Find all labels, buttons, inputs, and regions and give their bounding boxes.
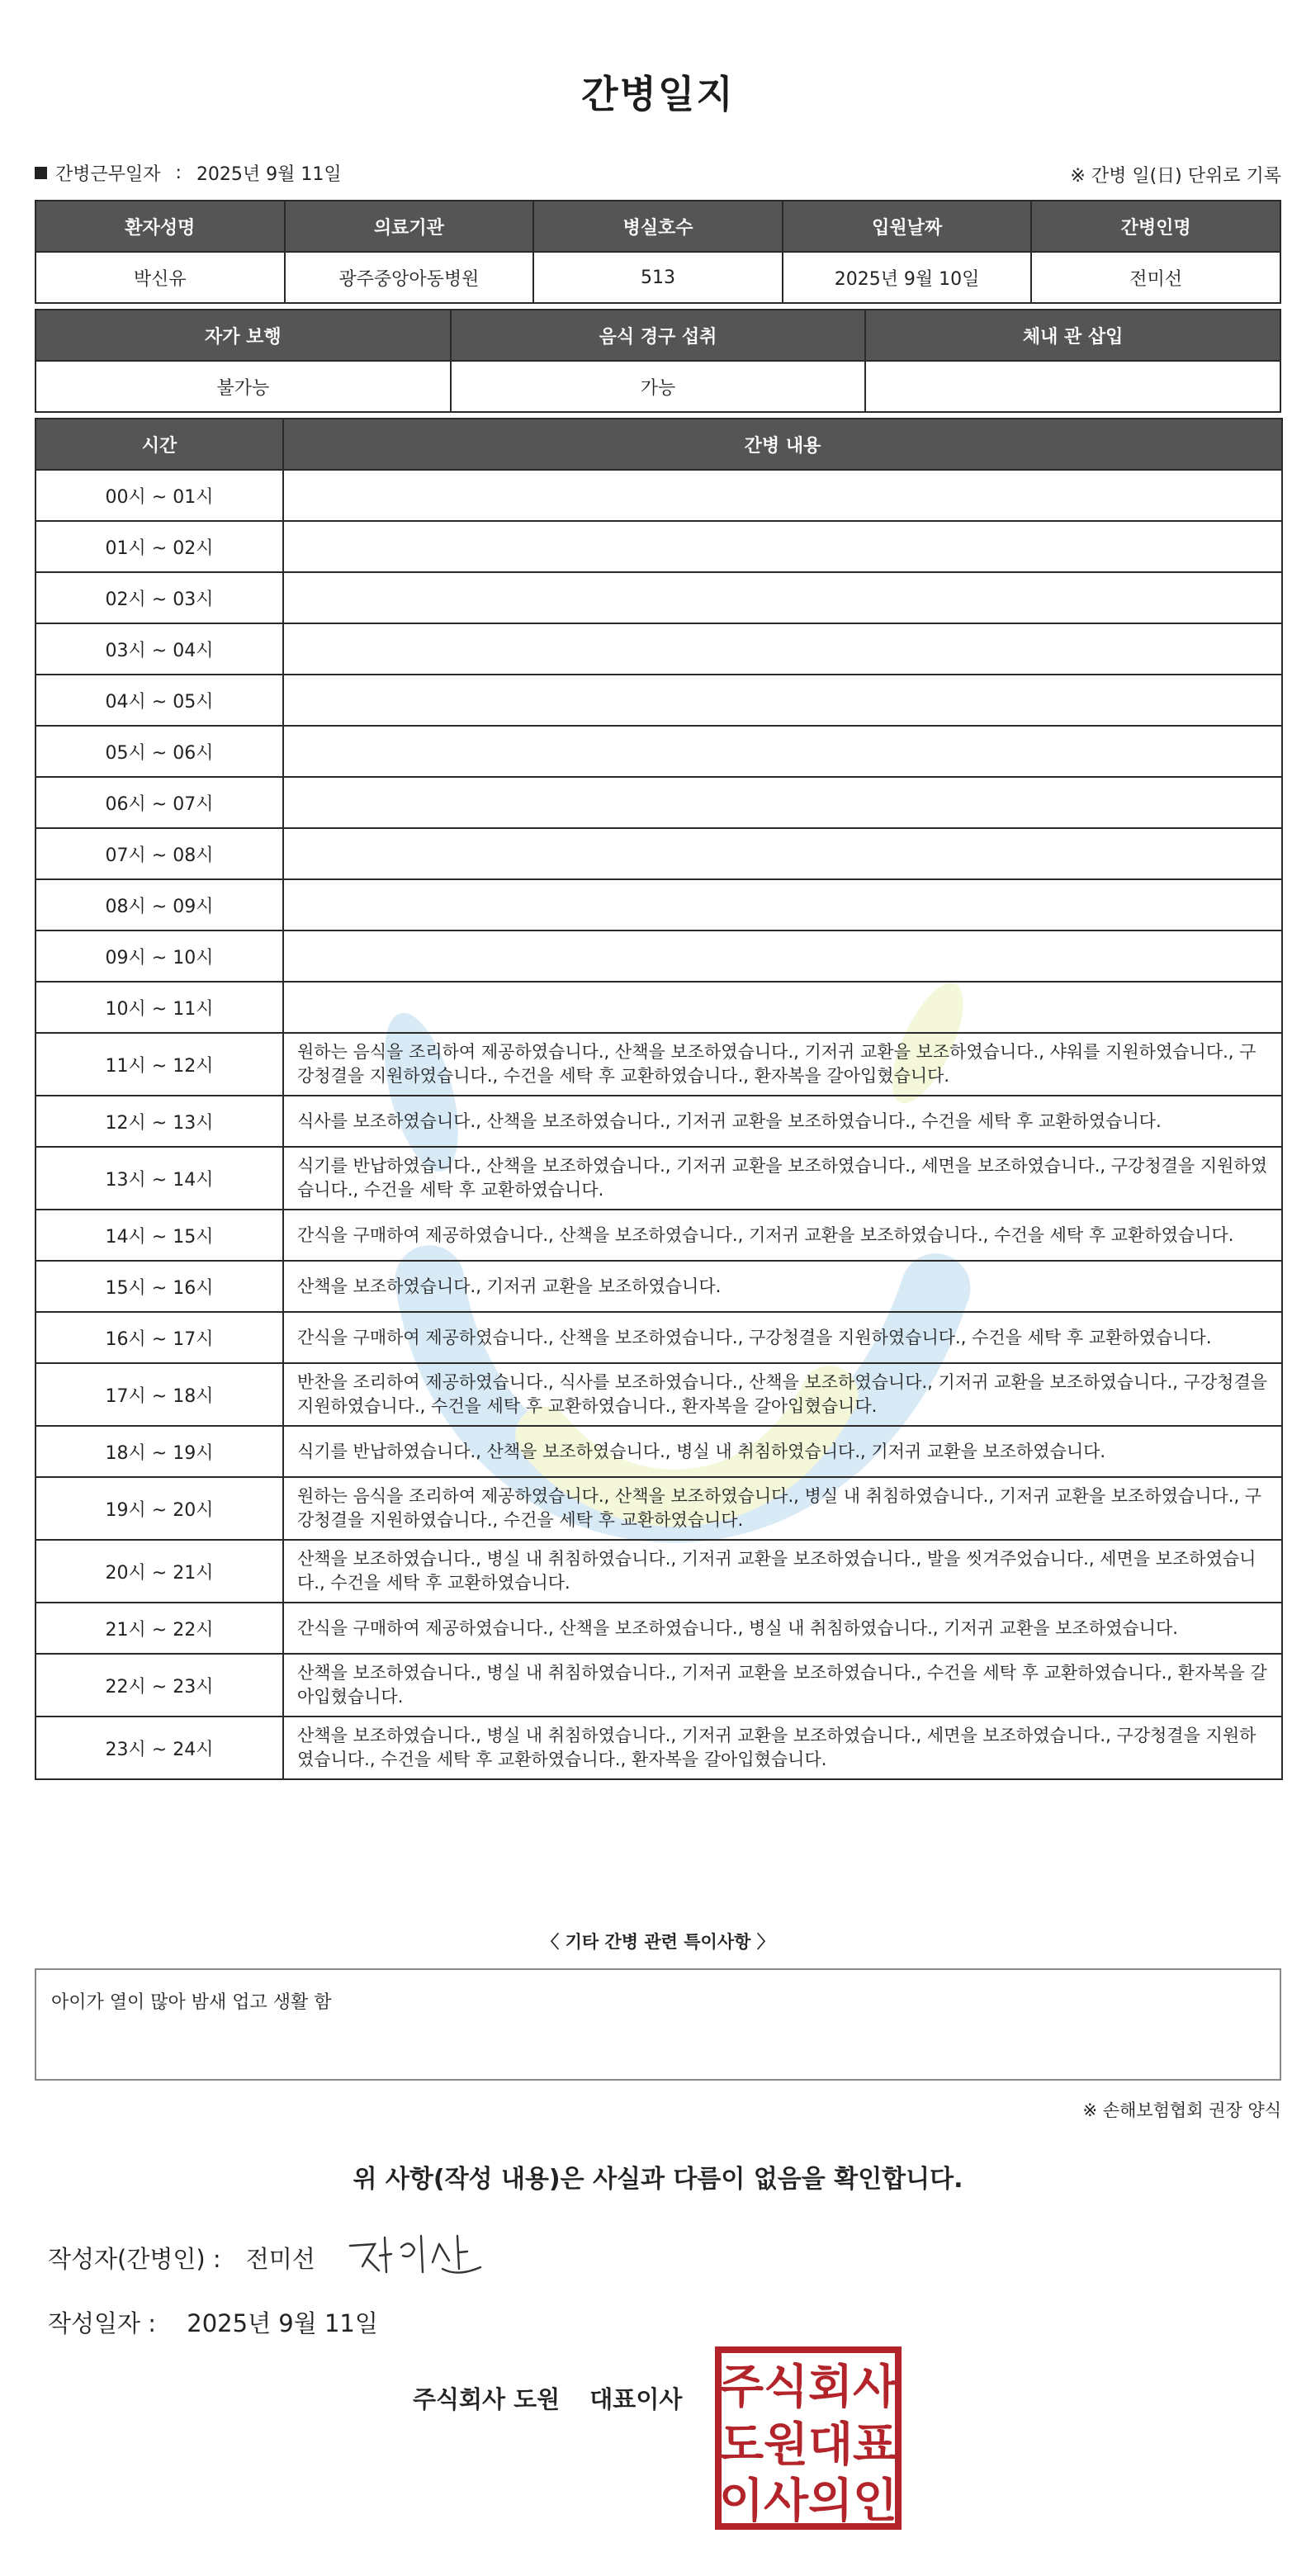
care-content-cell	[283, 777, 1282, 828]
time-cell: 06시 ~ 07시	[35, 777, 283, 828]
table-row	[35, 1363, 1282, 1426]
care-log-table	[35, 418, 1283, 1780]
header-time: 시간	[35, 419, 283, 470]
care-content-cell: 식사를 보조하였습니다., 산책을 보조하였습니다., 기저귀 교환을 보조하였습니다., 수건을 세탁 후 교환하였습니다.	[283, 1096, 1282, 1147]
hospital-name: 광주중앙아동병원	[285, 252, 534, 303]
table-row	[35, 1312, 1282, 1363]
work-date-separator: :	[175, 163, 182, 183]
time-cell: 07시 ~ 08시	[35, 828, 283, 879]
table-row	[35, 1654, 1282, 1717]
time-cell: 02시 ~ 03시	[35, 572, 283, 623]
header-oral-intake: 음식 경구 섭취	[451, 310, 866, 361]
seal-character: 이	[718, 2474, 764, 2528]
seal-character: 사	[763, 2474, 809, 2528]
table-row	[35, 675, 1282, 726]
table-row	[35, 1210, 1282, 1261]
care-content-cell	[283, 726, 1282, 777]
caregiver-name: 전미선	[1031, 252, 1280, 303]
care-content-cell: 산책을 보조하였습니다., 병실 내 취침하였습니다., 기저귀 교환을 보조하였습니다., 발을 씻겨주었습니다., 세면을 보조하였습니다., 수건을 세탁 후 교환하였습니다.	[283, 1540, 1282, 1603]
header-care-content: 간병 내용	[283, 419, 1282, 470]
care-content-cell: 식기를 반납하였습니다., 산책을 보조하였습니다., 기저귀 교환을 보조하였습니다., 세면을 보조하였습니다., 구강청결을 지원하였습니다., 수건을 세탁 후 교환하였습니다.	[283, 1147, 1282, 1210]
time-cell: 22시 ~ 23시	[35, 1654, 283, 1717]
table-row	[35, 982, 1282, 1033]
table-row	[35, 828, 1282, 879]
time-cell: 13시 ~ 14시	[35, 1147, 283, 1210]
care-content-cell: 간식을 구매하여 제공하였습니다., 산책을 보조하였습니다., 구강청결을 지원하였습니다., 수건을 세탁 후 교환하였습니다.	[283, 1312, 1282, 1363]
status-value-row	[35, 361, 1280, 412]
table-row	[35, 1603, 1282, 1654]
company-representative: 대표이사	[589, 2385, 683, 2413]
care-content-cell	[283, 879, 1282, 930]
header-tube-insertion: 체내 관 삽입	[865, 310, 1280, 361]
seal-character: 도	[718, 2418, 764, 2472]
patient-value-row	[35, 252, 1280, 303]
table-row	[35, 623, 1282, 675]
time-cell: 08시 ~ 09시	[35, 879, 283, 930]
time-cell: 01시 ~ 02시	[35, 521, 283, 572]
time-cell: 14시 ~ 15시	[35, 1210, 283, 1261]
time-cell: 23시 ~ 24시	[35, 1717, 283, 1779]
time-cell: 00시 ~ 01시	[35, 470, 283, 521]
handwritten-signature	[342, 2221, 507, 2287]
header-caregiver: 간병인명	[1031, 201, 1280, 252]
header-hospital: 의료기관	[285, 201, 534, 252]
table-row	[35, 1096, 1282, 1147]
time-cell: 05시 ~ 06시	[35, 726, 283, 777]
table-row	[35, 1540, 1282, 1603]
unit-note: ※ 간병 일(日) 단위로 기록	[1070, 166, 1281, 187]
table-row	[35, 879, 1282, 930]
write-date-line	[48, 2305, 378, 2339]
table-row	[35, 521, 1282, 572]
table-row	[35, 470, 1282, 521]
table-row	[35, 726, 1282, 777]
care-content-cell	[283, 675, 1282, 726]
care-content-cell: 원하는 음식을 조리하여 제공하였습니다., 산책을 보조하였습니다., 기저귀 교환을 보조하였습니다., 샤워를 지원하였습니다., 구강청결을 지원하였습니다., 수건을 세탁 후 교환하였습니다., 환자복을 갈아입혔습니다.	[283, 1033, 1282, 1096]
writer-name: 전미선	[245, 2245, 315, 2273]
room-number: 513	[533, 252, 783, 303]
seal-character: 주	[718, 2361, 764, 2414]
time-cell: 16시 ~ 17시	[35, 1312, 283, 1363]
work-date-label: 간병근무일자	[55, 164, 161, 185]
care-content-cell: 간식을 구매하여 제공하였습니다., 산책을 보조하였습니다., 기저귀 교환을 보조하였습니다., 수건을 세탁 후 교환하였습니다.	[283, 1210, 1282, 1261]
seal-character: 표	[852, 2418, 898, 2472]
care-log-page	[35, 0, 1281, 2576]
care-content-cell	[283, 623, 1282, 675]
oral-intake-status: 가능	[451, 361, 866, 412]
time-cell: 15시 ~ 16시	[35, 1261, 283, 1312]
time-cell: 12시 ~ 13시	[35, 1096, 283, 1147]
time-cell: 11시 ~ 12시	[35, 1033, 283, 1096]
walking-status: 불가능	[35, 361, 451, 412]
header-walking: 자가 보행	[35, 310, 451, 361]
work-date-info	[35, 160, 342, 186]
seal-character: 인	[852, 2474, 898, 2528]
header-patient-name: 환자성명	[35, 201, 285, 252]
tube-insertion-status	[865, 361, 1280, 412]
table-row	[35, 1033, 1282, 1096]
admission-date: 2025년 9월 10일	[783, 252, 1032, 303]
time-cell: 21시 ~ 22시	[35, 1603, 283, 1654]
care-content-cell	[283, 470, 1282, 521]
recommend-note: ※ 손해보험협회 권장 양식	[1082, 2100, 1281, 2120]
care-content-cell: 원하는 음식을 조리하여 제공하였습니다., 산책을 보조하였습니다., 병실 내 취침하였습니다., 기저귀 교환을 보조하였습니다., 구강청결을 지원하였습니다., 수건을 세탁 후 교환하였습니다.	[283, 1477, 1282, 1540]
seal-character: 원	[763, 2418, 809, 2472]
header-admission-date: 입원날짜	[783, 201, 1032, 252]
patient-info-table	[35, 200, 1281, 304]
company-line	[413, 2381, 682, 2415]
confirmation-statement: 위 사항(작성 내용)은 사실과 다름이 없음을 확인합니다.	[353, 2165, 963, 2194]
status-header-row	[35, 310, 1280, 361]
bullet-square-icon	[35, 167, 47, 179]
company-name: 주식회사 도원	[413, 2385, 561, 2413]
table-row	[35, 1477, 1282, 1540]
header-room: 병실호수	[533, 201, 783, 252]
writer-label: 작성자(간병인) :	[48, 2245, 221, 2273]
page-title: 간병일지	[581, 72, 735, 116]
time-cell: 20시 ~ 21시	[35, 1540, 283, 1603]
seal-character: 회	[807, 2361, 854, 2414]
care-content-cell	[283, 982, 1282, 1033]
table-row	[35, 1261, 1282, 1312]
write-date-value: 2025년 9월 11일	[187, 2309, 378, 2337]
table-row	[35, 1147, 1282, 1210]
care-content-cell: 산책을 보조하였습니다., 병실 내 취침하였습니다., 기저귀 교환을 보조하였습니다., 수건을 세탁 후 교환하였습니다., 환자복을 갈아입혔습니다.	[283, 1654, 1282, 1717]
care-content-cell	[283, 572, 1282, 623]
log-header-row	[35, 419, 1282, 470]
patient-header-row	[35, 201, 1280, 252]
seal-character: 사	[852, 2361, 898, 2414]
writer-line	[48, 2241, 315, 2275]
time-cell: 17시 ~ 18시	[35, 1363, 283, 1426]
care-content-cell: 반찬을 조리하여 제공하였습니다., 식사를 보조하였습니다., 산책을 보조하였습니다., 기저귀 교환을 보조하였습니다., 구강청결을 지원하였습니다., 수건을 세탁 후 교환하였습니다., 환자복을 갈아입혔습니다.	[283, 1363, 1282, 1426]
time-cell: 03시 ~ 04시	[35, 623, 283, 675]
company-seal	[715, 2346, 902, 2530]
special-notes-title: 〈 기타 간병 관련 특이사항 〉	[542, 1932, 774, 1952]
log-rows	[35, 470, 1282, 1779]
care-content-cell: 식기를 반납하였습니다., 산책을 보조하였습니다., 병실 내 취침하였습니다., 기저귀 교환을 보조하였습니다.	[283, 1426, 1282, 1477]
care-content-cell	[283, 521, 1282, 572]
time-cell: 19시 ~ 20시	[35, 1477, 283, 1540]
seal-character: 의	[807, 2474, 854, 2528]
care-content-cell: 간식을 구매하여 제공하였습니다., 산책을 보조하였습니다., 병실 내 취침하였습니다., 기저귀 교환을 보조하였습니다.	[283, 1603, 1282, 1654]
care-content-cell: 산책을 보조하였습니다., 기저귀 교환을 보조하였습니다.	[283, 1261, 1282, 1312]
seal-character: 식	[763, 2361, 809, 2414]
care-content-cell: 산책을 보조하였습니다., 병실 내 취침하였습니다., 기저귀 교환을 보조하였습니다., 세면을 보조하였습니다., 구강청결을 지원하였습니다., 수건을 세탁 후 교환하였습니다., 환자복을 갈아입혔습니다.	[283, 1717, 1282, 1779]
special-notes-box: 아이가 열이 많아 밤새 업고 생활 함	[35, 1968, 1281, 2081]
table-row	[35, 572, 1282, 623]
table-row	[35, 1426, 1282, 1477]
work-date-value: 2025년 9월 11일	[196, 164, 342, 185]
time-cell: 04시 ~ 05시	[35, 675, 283, 726]
table-row	[35, 1717, 1282, 1779]
table-row	[35, 930, 1282, 982]
patient-status-table	[35, 309, 1281, 413]
care-content-cell	[283, 930, 1282, 982]
time-cell: 18시 ~ 19시	[35, 1426, 283, 1477]
table-row	[35, 777, 1282, 828]
seal-character: 대	[807, 2418, 854, 2472]
time-cell: 09시 ~ 10시	[35, 930, 283, 982]
care-content-cell	[283, 828, 1282, 879]
patient-name: 박신유	[35, 252, 285, 303]
write-date-label: 작성일자 :	[48, 2309, 157, 2337]
time-cell: 10시 ~ 11시	[35, 982, 283, 1033]
